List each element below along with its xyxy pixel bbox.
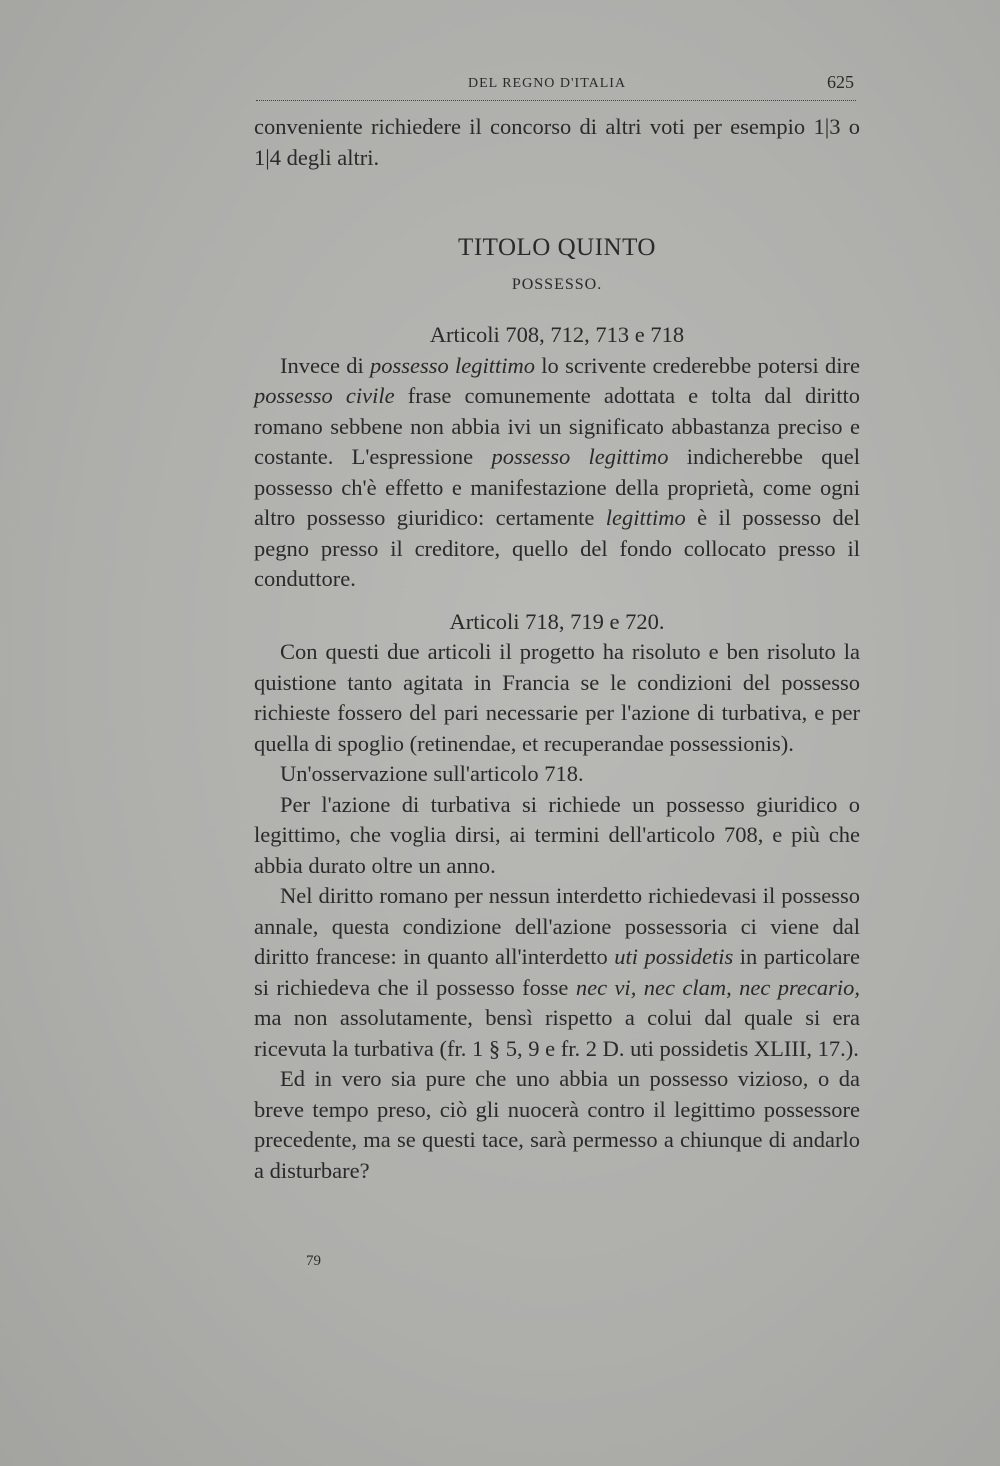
text-run: in particolare si richiedeva che il possesso fosse [254, 944, 860, 1000]
running-title: DEL REGNO D'ITALIA [468, 76, 627, 91]
paragraph: Con questi due articoli il progetto ha risoluto e ben risoluto la quistione tanto agitata in Francia se le condizioni del possesso richieste fossero del pari necessarie per l'azione di turbativa, e per quella di spoglio (retinendae, et recuperandae possessionis). [254, 639, 860, 756]
italic-term: possesso civile [254, 383, 395, 408]
continuation-paragraph: conveniente richiedere il concorso di altri voti per esempio 1|3 o 1|4 degli altri. [254, 114, 860, 170]
signature-mark: 79 [306, 1253, 321, 1269]
text-run: Nel diritto romano per nessun interdetto richiedevasi il possesso annale, questa condizione dell'azione possessoria ci viene dal diritto francese: in quanto all'interdetto [254, 883, 860, 969]
text-run: lo scrivente crederebbe potersi dire [535, 352, 860, 378]
text-run: Invece di [280, 352, 370, 378]
section-heading-1: Articoli 708, 712, 713 e 718 [429, 322, 685, 347]
paragraph [254, 351, 860, 595]
text-run: indicherebbe quel possesso ch'è effetto e manifestazione della proprietà, come ogni altro possesso giuridico: certamente [254, 444, 860, 530]
text-run: frase comunemente adottata e tolta dal diritto romano sebbene non abbia ivi un significato abbastanza preciso e costante. L'espressione [254, 383, 860, 469]
paragraph: Un'osservazione sull'articolo 718. [280, 761, 584, 786]
italic-term: possesso legittimo [491, 444, 669, 469]
page-body [254, 112, 860, 1186]
chapter-title: TITOLO QUINTO [458, 234, 656, 261]
text-run: ma non assolutamente, bensì rispetto a colui dal quale si era ricevuta la turbativa (fr. 1 § 5, 9 e fr. 2 D. uti possidetis XLIII, 17.). [254, 1005, 860, 1061]
page-number: 625 [827, 72, 854, 92]
italic-term: legittimo [605, 505, 686, 530]
paragraph [254, 881, 860, 1064]
paragraph: Per l'azione di turbativa si richiede un possesso giuridico o legittimo, che voglia dirsi, ai termini dell'articolo 708, e più che abbia durato oltre un anno. [254, 791, 860, 878]
italic-term: nec vi, nec clam, nec precario, [575, 974, 860, 1000]
italic-term: possesso legittimo [370, 352, 536, 378]
chapter-subtitle: POSSESSO. [511, 275, 603, 293]
paragraph: Ed in vero sia pure che uno abbia un possesso vizioso, o da breve tempo preso, ciò gli nuocerà contro il legittimo possessore precedente, ma se questi tace, sarà permesso a chiunque di andarlo a disturbare? [254, 1066, 860, 1183]
italic-term: uti possidetis [614, 944, 734, 969]
section-heading-2: Articoli 718, 719 e 720. [449, 608, 665, 634]
page-header [256, 70, 856, 101]
text-run: è il possesso del pegno presso il creditore, quello del fondo collocato presso il conduttore. [254, 505, 860, 591]
